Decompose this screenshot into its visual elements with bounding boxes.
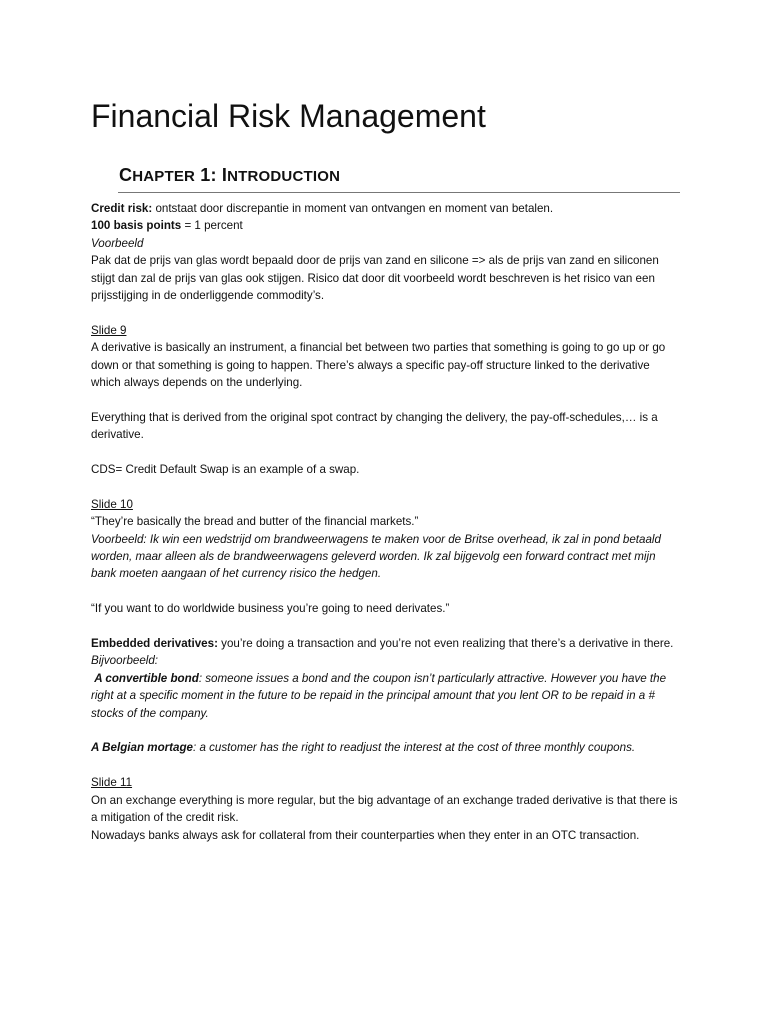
belgian-mortage-paragraph [91, 739, 681, 756]
convertible-bond-text: : someone issues a bond and the coupon isn’t particularly attractive. However you have the right at a specific moment in the future to be repaid in the principal amount that you lent OR to be repaid in a # stocks of the company. [91, 671, 667, 720]
basis-points-text: = 1 percent [181, 219, 243, 233]
cds-paragraph: CDS= Credit Default Swap is an example of a swap. [91, 463, 360, 477]
chapter-initial-i: I [221, 165, 228, 185]
collateral-paragraph: Nowadays banks always ask for collateral from their counterparties when they enter in an OTC transaction. [91, 828, 640, 842]
fire-truck-example-paragraph: Voorbeeld: Ik win een wedstrijd om brandweerwagens te maken voor de Britse overhead, ik zal in pond betaald worden, maar alleen als de brandweerwagens geleverd worden. Ik zal bijgevolg een forward contract met mijn bank moeten aangaan of het currency risico the hedgen. [91, 532, 661, 581]
chapter-number: 1: [195, 165, 222, 185]
spacer [91, 583, 681, 600]
document-body [91, 200, 681, 844]
worldwide-business-quote: “If you want to do worldwide business you’re going to need derivates.” [91, 602, 450, 616]
embedded-derivatives-paragraph [91, 635, 681, 652]
spacer [91, 391, 681, 408]
voorbeeld-label: Voorbeeld [91, 236, 144, 250]
spacer [91, 722, 681, 739]
spacer [91, 444, 681, 461]
document-title: Financial Risk Management [91, 98, 486, 134]
embedded-derivatives-label: Embedded derivatives: [91, 637, 218, 651]
slide-10-heading: Slide 10 [91, 497, 133, 511]
bread-butter-quote: “They’re basically the bread and butter of the financial markets.” [91, 515, 419, 529]
credit-risk-text: ontstaat door discrepantie in moment van ontvangen en moment van betalen. [152, 202, 554, 215]
chapter-word-rest: HAPTER [132, 168, 196, 185]
embedded-derivatives-text: you’re doing a transaction and you’re not even realizing that there’s a derivative in there. [217, 637, 674, 651]
bijvoorbeeld-label: Bijvoorbeeld: [91, 654, 159, 668]
derived-contract-paragraph: Everything that is derived from the original spot contract by changing the delivery, the pay-off-schedules,… is a derivative. [91, 410, 658, 442]
convertible-bond-label: A convertible bond [94, 671, 199, 685]
basis-points-line [91, 217, 681, 234]
chapter-initial-c: C [119, 165, 133, 185]
slide-11-heading: Slide 11 [91, 776, 133, 790]
glass-example-paragraph: Pak dat de prijs van glas wordt bepaald door de prijs van zand en silicone => als de prijs van zand en siliconen stijgt dan zal de prijs van glas ook stijgen. Risico dat door dit voorbeeld wordt beschreven is het risico van een prijsstijging in de onderliggende commodity’s. [91, 254, 659, 303]
chapter-heading [119, 162, 340, 190]
spacer [91, 757, 681, 774]
belgian-mortage-label: A Belgian mortage [91, 741, 193, 755]
exchange-paragraph: On an exchange everything is more regular, but the big advantage of an exchange traded derivative is that there is a mitigation of the credit risk. [91, 793, 678, 825]
credit-risk-label: Credit risk: [91, 202, 153, 215]
heading-underline [118, 192, 680, 193]
basis-points-label: 100 basis points [91, 219, 182, 233]
slide-9-heading: Slide 9 [91, 323, 127, 337]
spacer [91, 618, 681, 635]
convertible-bond-paragraph [91, 670, 681, 722]
spacer [91, 478, 681, 495]
derivative-definition-paragraph: A derivative is basically an instrument, a financial bet between two parties that something is going to go up or go down or that something is going to happen. There’s always a specific pay-off structure linked to the derivative which always depends on the underlying. [91, 341, 666, 390]
credit-risk-line [91, 200, 681, 217]
chapter-title-rest: NTRODUCTION [227, 168, 341, 185]
spacer [91, 304, 681, 321]
belgian-mortage-text: : a customer has the right to readjust the interest at the cost of three monthly coupons. [193, 741, 636, 755]
